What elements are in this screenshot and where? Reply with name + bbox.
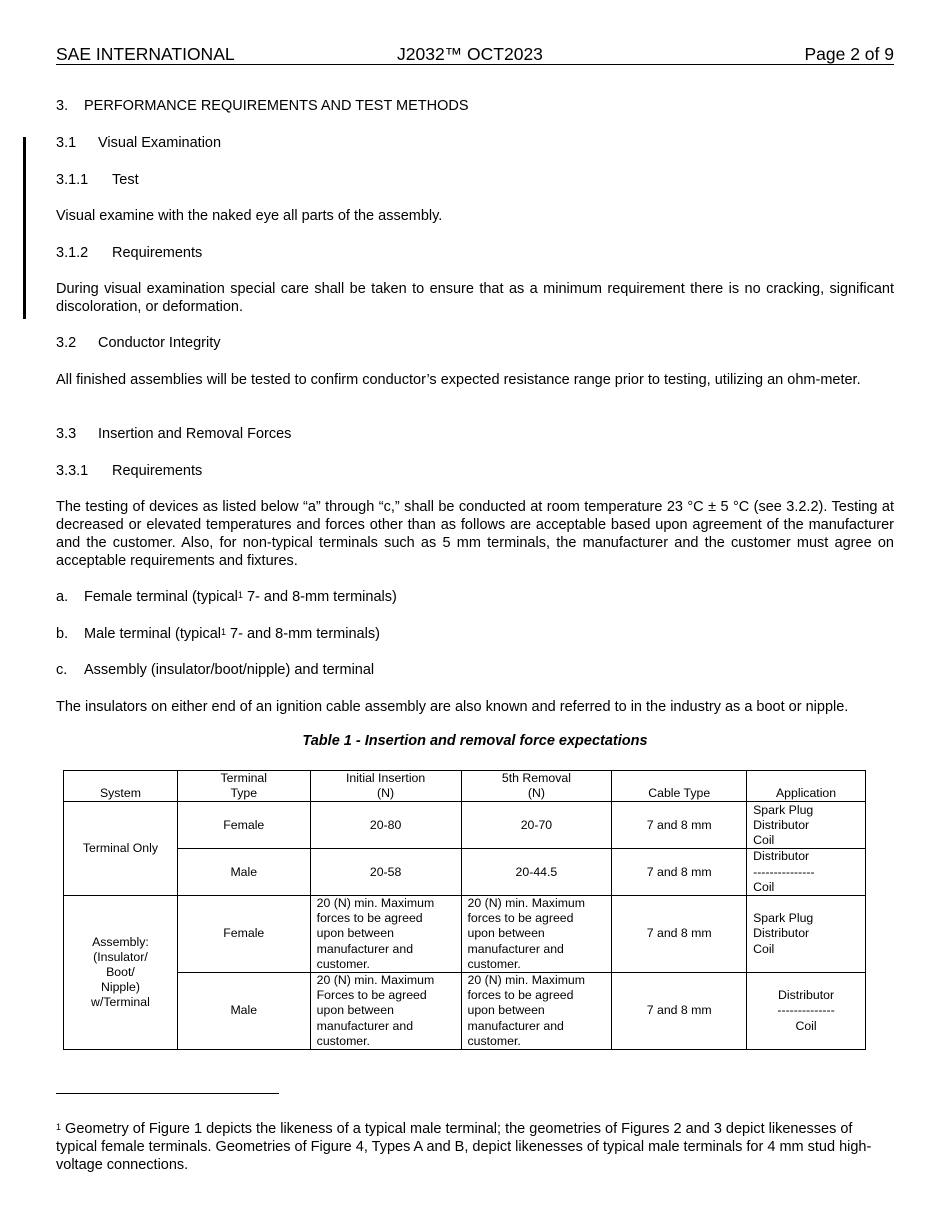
section-3-1-1-heading: 3.1.1 Test <box>56 172 139 188</box>
header-terminal-type: Terminal Type <box>177 771 310 802</box>
cable-type: 7 and 8 mm <box>612 896 747 973</box>
initial-insertion: 20-80 <box>310 802 461 849</box>
header-page-number: Page 2 of 9 <box>804 44 894 64</box>
section-3-1-1-body: Visual examine with the naked eye all parts of the assembly. <box>56 208 443 224</box>
application: Distributor --------------- Coil <box>747 849 866 896</box>
section-3-1-2-body: During visual examination special care shall be taken to ensure that as a minimum requirement there is no cracking, significant discoloration, or deformation. <box>56 281 894 315</box>
force-expectations-table <box>63 770 866 1050</box>
cable-type: 7 and 8 mm <box>612 802 747 849</box>
section-3-3-1-body: The testing of devices as listed below “a” through “c,” shall be conducted at room temperature 23 °C ± 5 °C (see 3.2.2). Testing at decreased or elevated temperatures and forces other than as follows are acceptable based upon agreement of the manufacturer and the customer. Also, for non-typical terminals such as 5 mm terminals, the manufacturer and the customer must agree on acceptable requirements and fixtures. <box>56 499 894 569</box>
fifth-removal: 20-70 <box>461 802 612 849</box>
list-item-c: c. Assembly (insulator/boot/nipple) and terminal <box>56 662 375 678</box>
terminal-type: Male <box>177 973 310 1050</box>
initial-insertion: 20 (N) min. Maximum forces to be agreed upon between manufacturer and customer. <box>310 896 461 973</box>
header-initial-insertion: Initial Insertion (N) <box>310 771 461 802</box>
terminal-type: Male <box>177 849 310 896</box>
system-terminal-only: Terminal Only <box>64 802 178 896</box>
footnote-ref: 1 <box>237 590 243 600</box>
application: Spark Plug Distributor Coil <box>747 896 866 973</box>
section-3-2-heading: 3.2 Conductor Integrity <box>56 335 221 351</box>
terminal-type: Female <box>177 802 310 849</box>
application: Spark Plug Distributor Coil <box>747 802 866 849</box>
cable-type: 7 and 8 mm <box>612 973 747 1050</box>
cable-type: 7 and 8 mm <box>612 849 747 896</box>
header-application: Application <box>747 771 866 802</box>
insulator-note: The insulators on either end of an ignition cable assembly are also known and referred to in the industry as a boot or nipple. <box>56 699 849 715</box>
change-bar <box>23 137 26 319</box>
fifth-removal: 20 (N) min. Maximum forces to be agreed upon between manufacturer and customer. <box>461 896 612 973</box>
list-item-b: b. Male terminal (typical$^1$ 7- and 8-mm terminals) <box>56 626 380 642</box>
section-3-2-body: All finished assemblies will be tested to confirm conductor’s expected resistance range prior to testing, utilizing an ohm-meter. <box>56 372 861 388</box>
section-3-1-heading: 3.1 Visual Examination <box>56 135 222 151</box>
section-3-1-2-heading: 3.1.2 Requirements <box>56 245 203 261</box>
table-row <box>64 973 866 1050</box>
footnote-mark: 1 <box>56 1122 62 1132</box>
initial-insertion: 20 (N) min. Maximum Forces to be agreed upon between manufacturer and customer. <box>310 973 461 1050</box>
table-header-row <box>64 771 866 802</box>
footnote: $^1$ Geometry of Figure 1 depicts the likeness of a typical male terminal; the geometries of Figures 2 and 3 depict likenesses of typical female terminals. Geometries of Figure 4, Types A and B, depict likenesses of typical male terminals for 4 mm stud high-voltage connections. <box>56 1121 872 1173</box>
header-5th-removal: 5th Removal (N) <box>461 771 612 802</box>
footnote-ref: 1 <box>221 627 227 637</box>
footnote-separator <box>56 1093 279 1094</box>
fifth-removal: 20 (N) min. Maximum forces to be agreed upon between manufacturer and customer. <box>461 973 612 1050</box>
system-assembly: Assembly: (Insulator/ Boot/ Nipple) w/Terminal <box>64 896 178 1050</box>
fifth-removal: 20-44.5 <box>461 849 612 896</box>
page-header <box>56 44 894 65</box>
section-3-3-1-heading: 3.3.1 Requirements <box>56 463 203 479</box>
header-doc-id: J2032™ OCT2023 <box>397 44 543 64</box>
terminal-type: Female <box>177 896 310 973</box>
table-row <box>64 802 866 849</box>
table-row <box>64 849 866 896</box>
initial-insertion: 20-58 <box>310 849 461 896</box>
header-org: SAE INTERNATIONAL <box>56 44 235 64</box>
section-3-heading: 3. PERFORMANCE REQUIREMENTS AND TEST METHODS <box>56 98 469 114</box>
table-row <box>64 896 866 973</box>
list-item-a: a. Female terminal (typical$^1$ 7- and 8-mm terminals) <box>56 589 397 605</box>
table-caption: Table 1 - Insertion and removal force expectations <box>302 733 648 749</box>
application: Distributor -------------- Coil <box>747 973 866 1050</box>
section-3-3-heading: 3.3 Insertion and Removal Forces <box>56 426 292 442</box>
header-cable-type: Cable Type <box>612 771 747 802</box>
header-system: System <box>64 771 178 802</box>
